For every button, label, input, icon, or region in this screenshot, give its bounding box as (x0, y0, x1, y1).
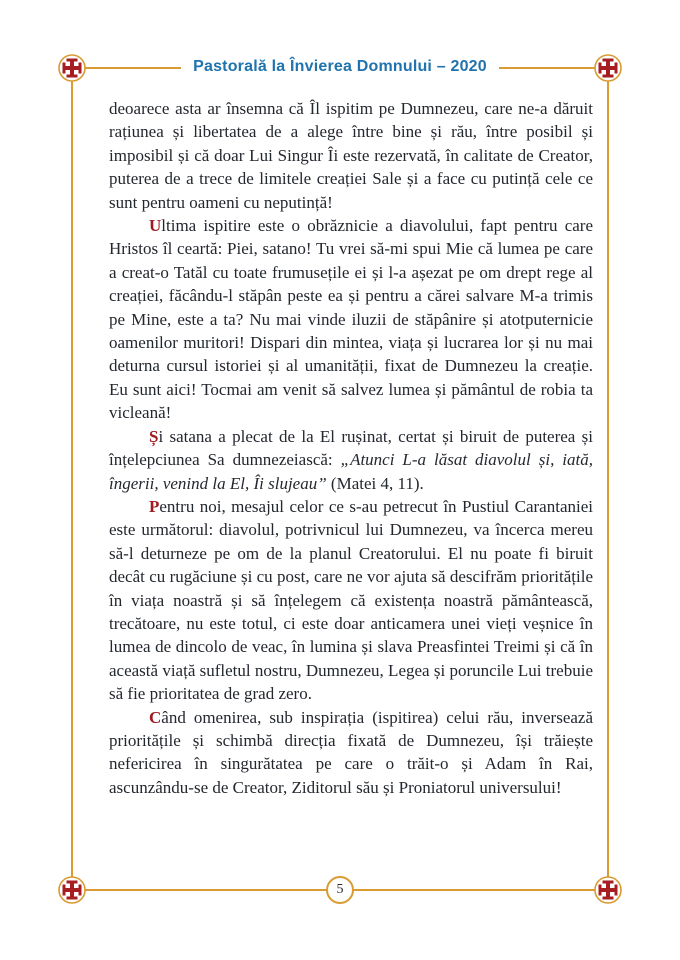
paragraph-text: entru noi, mesajul celor ce s-au petrecut în Pustiul Carantaniei este următorul: diavolul, potrivnicul lui Dumnezeu, va încerca mereu să-l deturneze pe om de la planul Creatorului. El nu poate fi biruit decât cu rugăciune și cu post, care ne vor ajuta să descifrăm prioritățile în viața noastră și să înțelegem că existența noastră pământească, trecătoare, nu este totul, ci este doar anticamera unei vieți veșnice în lumea de dincolo de veac, în lumina și slava Preasfintei Treimi și că în această viață sufletul nostru, Dumnezeu, Legea și poruncile Lui trebuie să fie prioritatea de grad zero. (109, 496, 593, 704)
frame-right-line (607, 68, 609, 890)
paragraph (109, 706, 593, 800)
paragraph (109, 97, 593, 214)
page-number: 5 (336, 882, 344, 897)
paragraph (109, 425, 593, 495)
page-header (0, 56, 680, 78)
paragraph-text: i satana a plecat de la El rușinat, certat și biruit de puterea și înțelepciunea Sa dumnezeiască: (109, 426, 593, 470)
page-title: Pastorală la Învierea Domnului – 2020 (181, 56, 499, 78)
paragraph-text: deoarece asta ar însemna că Îl ispitim pe Dumnezeu, care ne-a dăruit rațiunea și libertatea de a alege între bine și rău, între posibil și imposibil și că doar Lui Singur Îi este rezervată, în calitate de Creator, puterea de a trece de limitele creației Sale și a face cu putință cele ce sunt pentru oameni cu neputință! (109, 99, 593, 212)
page-number-badge (326, 876, 354, 904)
scripture-reference: (Matei 4, 11). (326, 473, 424, 493)
bible-quote: „Atunci L-a lăsat diavolul și, iată, îngerii, venind la El, Îi slujeau” (109, 450, 593, 493)
cross-ornament-icon (57, 875, 87, 905)
paragraph-initial: P (149, 496, 160, 516)
cross-ornament-icon (593, 875, 623, 905)
paragraph (109, 495, 593, 706)
letter-body (109, 97, 593, 799)
paragraph-initial: C (149, 707, 162, 727)
paragraph-text: ând omenirea, sub inspirația (ispitirea) celui rău, inversează prioritățile și schimbă direcția fixată de Dumnezeu, își trăiește nefericirea în singurătatea pe care o trăit-o și Adam în Rai, ascunzându-se de Creator, Ziditorul său și Proniatorul universului! (109, 707, 593, 797)
paragraph-initial: U (149, 216, 162, 236)
paragraph (109, 214, 593, 425)
paragraph-initial: Ș (149, 426, 159, 446)
frame-left-line (71, 68, 73, 890)
paragraph-text: ltima ispitire este o obrăznicie a diavolului, fapt pentru care Hristos îl ceartă: Piei, satano! Tu vrei să-mi spui Mie că lumea pe care a creat-o Tatăl cu toate frumusețile ei și l-a așezat pe om drept rege al creației, făcându-l stăpân peste ea și pentru a cărei salvare M-a trimis pe Mine, este a ta? Nu mai vinde iluzii de stăpânire și atotputernicie oamenilor muritori! Dispari din mintea, viața și lucrarea lor și nu mai deturna cursul istoriei și al umanității, fixat de Dumnezeu la creație. Eu sunt aici! Tocmai am venit să salvez lumea și pământul de robia ta vicleană! (109, 216, 593, 423)
